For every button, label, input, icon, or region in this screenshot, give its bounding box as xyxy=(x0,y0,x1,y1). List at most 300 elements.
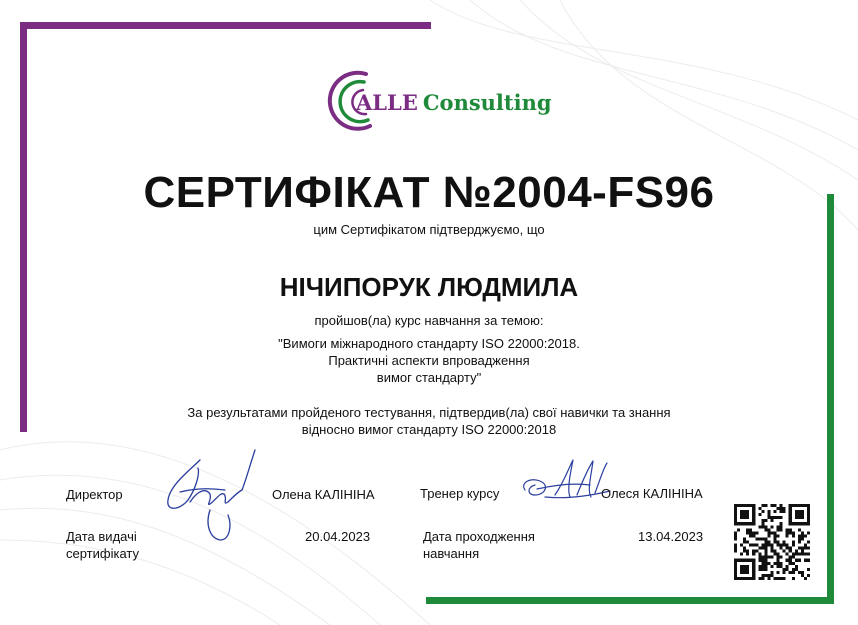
result-statement xyxy=(0,404,858,438)
qr-module xyxy=(792,534,795,537)
qr-module xyxy=(746,550,749,553)
qr-module xyxy=(740,571,743,574)
qr-module xyxy=(777,559,780,562)
qr-module xyxy=(758,507,761,510)
qr-module xyxy=(801,574,804,577)
result-statement-line: За результатами пройденого тестування, підтвердив(ла) свої навички та знання xyxy=(187,405,671,420)
director-signature xyxy=(150,430,265,545)
qr-module xyxy=(789,547,792,550)
certificate-subtitle: цим Сертифікатом підтверджуємо, що xyxy=(313,222,545,237)
qr-module xyxy=(767,544,770,547)
qr-module xyxy=(792,553,795,556)
qr-module xyxy=(801,522,804,525)
qr-module xyxy=(761,577,764,580)
qr-module xyxy=(774,562,777,565)
qr-module xyxy=(798,537,801,540)
qr-module xyxy=(746,577,749,580)
qr-module xyxy=(807,568,810,571)
qr-module xyxy=(758,577,761,580)
issue-date-label-line: Дата видачі xyxy=(66,529,137,544)
qr-module xyxy=(783,510,786,513)
qr-module xyxy=(764,562,767,565)
qr-module xyxy=(780,528,783,531)
qr-module xyxy=(804,544,807,547)
course-title xyxy=(0,335,858,386)
qr-module xyxy=(746,528,749,531)
qr-module xyxy=(807,504,810,507)
qr-module xyxy=(792,531,795,534)
qr-module xyxy=(758,525,761,528)
qr-module xyxy=(743,547,746,550)
qr-module xyxy=(798,559,801,562)
qr-module xyxy=(749,504,752,507)
qr-module xyxy=(774,550,777,553)
qr-module xyxy=(740,559,743,562)
qr-module xyxy=(761,525,764,528)
qr-module xyxy=(777,562,780,565)
qr-module xyxy=(740,565,743,568)
qr-module xyxy=(770,519,773,522)
qr-module xyxy=(734,547,737,550)
director-name: Олена КАЛІНІНА xyxy=(272,487,375,502)
qr-module xyxy=(777,507,780,510)
qr-module xyxy=(734,510,737,513)
qr-module xyxy=(764,528,767,531)
qr-module xyxy=(746,531,749,534)
qr-module xyxy=(804,553,807,556)
qr-module xyxy=(774,510,777,513)
qr-module xyxy=(780,544,783,547)
recipient-name: НІЧИПОРУК ЛЮДМИЛА xyxy=(279,272,579,302)
qr-module xyxy=(807,519,810,522)
qr-module xyxy=(746,568,749,571)
qr-module xyxy=(758,513,761,516)
qr-module xyxy=(807,531,810,534)
certificate-title: СЕРТИФІКАТ №2004-FS96 xyxy=(143,168,715,217)
qr-module xyxy=(749,559,752,562)
trainer-signature xyxy=(515,455,615,510)
qr-module xyxy=(786,568,789,571)
qr-module xyxy=(789,562,792,565)
qr-module xyxy=(804,547,807,550)
qr-module xyxy=(734,562,737,565)
qr-module xyxy=(755,531,758,534)
qr-module xyxy=(767,534,770,537)
qr-module xyxy=(767,574,770,577)
qr-module xyxy=(798,571,801,574)
qr-module xyxy=(743,513,746,516)
qr-module xyxy=(764,550,767,553)
qr-module xyxy=(801,504,804,507)
qr-module xyxy=(807,553,810,556)
qr-module xyxy=(749,544,752,547)
qr-module xyxy=(780,510,783,513)
qr-module xyxy=(743,568,746,571)
qr-module xyxy=(770,525,773,528)
qr-module xyxy=(743,571,746,574)
qr-module xyxy=(743,559,746,562)
qr-module xyxy=(804,534,807,537)
qr-module xyxy=(734,531,737,534)
qr-module xyxy=(774,577,777,580)
qr-module xyxy=(752,522,755,525)
qr-module xyxy=(764,553,767,556)
qr-module xyxy=(740,510,743,513)
qr-module xyxy=(795,504,798,507)
qr-module xyxy=(774,531,777,534)
qr-module xyxy=(734,537,737,540)
qr-module xyxy=(770,531,773,534)
qr-module xyxy=(807,510,810,513)
qr-module xyxy=(780,556,783,559)
qr-module xyxy=(734,516,737,519)
qr-module xyxy=(807,513,810,516)
qr-module xyxy=(789,550,792,553)
qr-module xyxy=(734,519,737,522)
qr-module xyxy=(743,537,746,540)
qr-module xyxy=(761,568,764,571)
qr-module xyxy=(761,565,764,568)
qr-module xyxy=(783,550,786,553)
qr-module xyxy=(789,571,792,574)
qr-module xyxy=(798,513,801,516)
qr-module xyxy=(764,525,767,528)
qr-module xyxy=(734,550,737,553)
qr-module xyxy=(746,559,749,562)
qr-module xyxy=(743,510,746,513)
qr-module xyxy=(792,522,795,525)
qr-module xyxy=(777,544,780,547)
qr-module xyxy=(761,547,764,550)
qr-module xyxy=(743,540,746,543)
course-title-line: вимог стандарту" xyxy=(376,370,482,385)
qr-module xyxy=(734,565,737,568)
qr-module xyxy=(737,559,740,562)
qr-module xyxy=(789,519,792,522)
qr-module xyxy=(795,513,798,516)
qr-module xyxy=(767,556,770,559)
qr-module xyxy=(749,531,752,534)
qr-module xyxy=(798,528,801,531)
qr-module xyxy=(786,534,789,537)
qr-module xyxy=(770,516,773,519)
qr-module xyxy=(777,553,780,556)
qr-module xyxy=(780,577,783,580)
qr-module xyxy=(777,565,780,568)
qr-module xyxy=(746,553,749,556)
qr-module xyxy=(777,540,780,543)
qr-module xyxy=(789,522,792,525)
qr-module xyxy=(740,553,743,556)
qr-module xyxy=(758,537,761,540)
qr-module xyxy=(752,562,755,565)
qr-module xyxy=(746,516,749,519)
qr-module xyxy=(777,556,780,559)
qr-module xyxy=(764,559,767,562)
qr-module xyxy=(767,577,770,580)
qr-module xyxy=(807,540,810,543)
qr-code[interactable] xyxy=(734,504,810,580)
qr-module xyxy=(761,544,764,547)
qr-module xyxy=(740,522,743,525)
qr-module xyxy=(774,534,777,537)
qr-module xyxy=(789,516,792,519)
company-logo xyxy=(326,68,552,132)
qr-module xyxy=(795,522,798,525)
issue-date-label-line: сертифікату xyxy=(66,546,139,561)
qr-module xyxy=(792,577,795,580)
qr-module xyxy=(783,544,786,547)
qr-module xyxy=(752,507,755,510)
qr-module xyxy=(746,571,749,574)
qr-module xyxy=(758,556,761,559)
training-date-label xyxy=(423,528,535,562)
qr-module xyxy=(752,574,755,577)
qr-module xyxy=(789,507,792,510)
qr-module xyxy=(777,534,780,537)
frame-top-border xyxy=(20,22,431,29)
qr-module xyxy=(807,507,810,510)
qr-module xyxy=(737,528,740,531)
qr-module xyxy=(743,522,746,525)
qr-module xyxy=(780,547,783,550)
qr-module xyxy=(801,571,804,574)
qr-module xyxy=(792,562,795,565)
qr-module xyxy=(734,513,737,516)
qr-module xyxy=(740,568,743,571)
qr-module xyxy=(743,516,746,519)
qr-module xyxy=(740,504,743,507)
qr-module xyxy=(804,559,807,562)
qr-module xyxy=(758,547,761,550)
qr-module xyxy=(746,510,749,513)
qr-module xyxy=(789,531,792,534)
qr-module xyxy=(752,550,755,553)
qr-module xyxy=(780,507,783,510)
qr-module xyxy=(752,534,755,537)
qr-module xyxy=(761,556,764,559)
qr-module xyxy=(795,565,798,568)
result-statement-line: відносно вимог стандарту ISO 22000:2018 xyxy=(301,422,557,437)
qr-module xyxy=(749,577,752,580)
qr-module xyxy=(774,504,777,507)
trainer-name: Олеся КАЛІНІНА xyxy=(601,486,703,501)
qr-module xyxy=(767,513,770,516)
qr-module xyxy=(804,504,807,507)
qr-module xyxy=(740,516,743,519)
qr-module xyxy=(734,571,737,574)
qr-module xyxy=(801,531,804,534)
qr-module xyxy=(795,568,798,571)
qr-module xyxy=(743,577,746,580)
qr-module xyxy=(786,528,789,531)
qr-module xyxy=(777,525,780,528)
qr-module xyxy=(761,559,764,562)
qr-module xyxy=(801,513,804,516)
qr-module xyxy=(755,537,758,540)
qr-module xyxy=(767,562,770,565)
qr-module xyxy=(752,568,755,571)
qr-module xyxy=(752,504,755,507)
qr-module xyxy=(777,516,780,519)
qr-module xyxy=(764,565,767,568)
qr-module xyxy=(795,510,798,513)
qr-module xyxy=(783,577,786,580)
qr-module xyxy=(801,553,804,556)
qr-module xyxy=(770,565,773,568)
qr-module xyxy=(786,531,789,534)
qr-module xyxy=(789,513,792,516)
qr-module xyxy=(746,565,749,568)
qr-module xyxy=(770,504,773,507)
qr-module xyxy=(755,550,758,553)
qr-module xyxy=(801,516,804,519)
qr-module xyxy=(746,504,749,507)
qr-module xyxy=(792,504,795,507)
qr-module xyxy=(786,553,789,556)
qr-module xyxy=(734,568,737,571)
qr-module xyxy=(777,577,780,580)
training-date-value: 13.04.2023 xyxy=(638,529,704,544)
qr-module xyxy=(764,540,767,543)
qr-module xyxy=(758,568,761,571)
course-title-line: Практичні аспекти впровадження xyxy=(328,353,530,368)
qr-module xyxy=(807,547,810,550)
qr-module xyxy=(752,510,755,513)
qr-module xyxy=(801,550,804,553)
qr-module xyxy=(801,547,804,550)
qr-module xyxy=(792,540,795,543)
qr-module xyxy=(734,504,737,507)
qr-module xyxy=(749,534,752,537)
qr-module xyxy=(770,556,773,559)
qr-module xyxy=(752,513,755,516)
qr-module xyxy=(786,559,789,562)
qr-module xyxy=(801,510,804,513)
qr-module xyxy=(761,519,764,522)
qr-module xyxy=(761,522,764,525)
qr-module xyxy=(798,510,801,513)
qr-module xyxy=(737,522,740,525)
qr-module xyxy=(804,522,807,525)
course-title-line: "Вимоги міжнародного стандарту ISO 22000:2018. xyxy=(278,336,580,351)
qr-module xyxy=(798,534,801,537)
issue-date-label xyxy=(66,528,139,562)
qr-module xyxy=(807,574,810,577)
qr-module xyxy=(743,565,746,568)
training-date-label-line: навчання xyxy=(423,546,480,561)
qr-module xyxy=(798,540,801,543)
qr-module xyxy=(780,525,783,528)
frame-bottom-border xyxy=(426,597,834,604)
qr-module xyxy=(767,528,770,531)
qr-module xyxy=(758,559,761,562)
qr-module xyxy=(786,565,789,568)
qr-module xyxy=(795,550,798,553)
logo-brand-consulting: Consulting xyxy=(422,90,552,115)
qr-module xyxy=(761,562,764,565)
qr-module xyxy=(734,574,737,577)
qr-module xyxy=(770,544,773,547)
qr-module xyxy=(795,559,798,562)
qr-module xyxy=(783,540,786,543)
qr-module xyxy=(789,510,792,513)
qr-module xyxy=(798,504,801,507)
training-date-label-line: Дата проходження xyxy=(423,529,535,544)
qr-module xyxy=(752,516,755,519)
qr-module xyxy=(746,513,749,516)
qr-module xyxy=(789,556,792,559)
qr-module xyxy=(789,559,792,562)
qr-module xyxy=(792,556,795,559)
qr-module xyxy=(740,577,743,580)
qr-module xyxy=(770,550,773,553)
qr-module xyxy=(807,522,810,525)
qr-module xyxy=(780,565,783,568)
qr-module xyxy=(798,522,801,525)
qr-module xyxy=(758,553,761,556)
qr-module xyxy=(761,504,764,507)
qr-module xyxy=(786,544,789,547)
trainer-label: Тренер курсу xyxy=(420,486,500,501)
qr-module xyxy=(752,531,755,534)
qr-module xyxy=(783,571,786,574)
qr-module xyxy=(740,544,743,547)
qr-module xyxy=(758,565,761,568)
qr-module xyxy=(767,516,770,519)
qr-module xyxy=(752,553,755,556)
qr-module xyxy=(761,510,764,513)
qr-module xyxy=(746,540,749,543)
qr-module xyxy=(774,516,777,519)
director-label: Директор xyxy=(66,487,123,502)
qr-module xyxy=(798,516,801,519)
qr-module xyxy=(792,568,795,571)
qr-module xyxy=(761,537,764,540)
qr-module xyxy=(752,519,755,522)
passed-course-text: пройшов(ла) курс навчання за темою: xyxy=(314,313,544,328)
qr-module xyxy=(798,547,801,550)
qr-module xyxy=(777,528,780,531)
qr-module xyxy=(734,577,737,580)
qr-module xyxy=(764,544,767,547)
qr-module xyxy=(774,540,777,543)
qr-module xyxy=(786,547,789,550)
qr-module xyxy=(761,574,764,577)
qr-module xyxy=(770,574,773,577)
qr-module xyxy=(780,562,783,565)
qr-module xyxy=(734,534,737,537)
qr-module xyxy=(752,544,755,547)
qr-module xyxy=(795,516,798,519)
qr-module xyxy=(767,531,770,534)
qr-module xyxy=(767,510,770,513)
qr-module xyxy=(767,540,770,543)
qr-module xyxy=(801,537,804,540)
qr-module xyxy=(770,571,773,574)
qr-module xyxy=(774,553,777,556)
qr-module xyxy=(764,574,767,577)
qr-module xyxy=(746,522,749,525)
qr-module xyxy=(752,577,755,580)
qr-module xyxy=(737,577,740,580)
qr-module xyxy=(764,504,767,507)
qr-module xyxy=(780,516,783,519)
qr-module xyxy=(777,571,780,574)
qr-module xyxy=(764,537,767,540)
qr-module xyxy=(764,547,767,550)
qr-module xyxy=(783,507,786,510)
